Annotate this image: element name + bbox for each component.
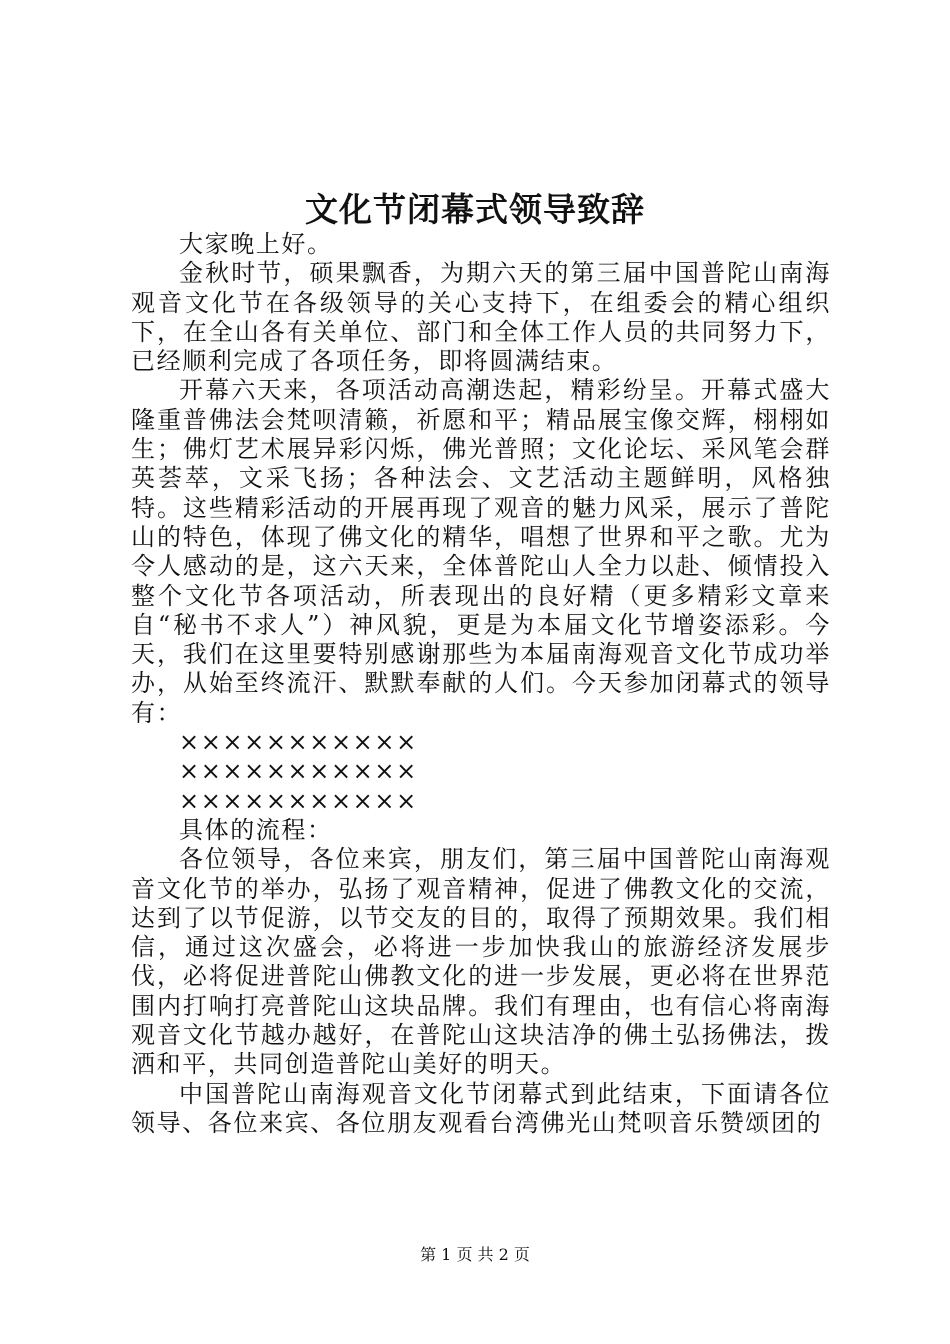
- paragraph-intro: 金秋时节，硕果飘香，为期六天的第三届中国普陀山南海观音文化节在各级领导的关心支持下，在组委会的精心组织下，在全山各有关单位、部门和全体工作人员的共同努力下，已经顺利完成了各项任务，即将圆满结束。: [131, 259, 831, 376]
- paragraph-procedure-label: 具体的流程：: [179, 815, 333, 844]
- document-body: [131, 230, 831, 1138]
- document-title: 文化节闭幕式领导致辞: [305, 190, 645, 229]
- paragraph-closing: 中国普陀山南海观音文化节闭幕式到此结束，下面请各位领导、各位来宾、各位朋友观看台湾佛光山梵呗音乐赞颂团的: [131, 1079, 831, 1137]
- paragraph-leader-placeholder-1: ×××××××××××: [179, 728, 418, 757]
- paragraph-greeting: 大家晚上好。: [179, 230, 333, 258]
- page-footer: 第 1 页 共 2 页: [420, 1245, 530, 1264]
- paragraph-summary: 各位领导，各位来宾，朋友们，第三届中国普陀山南海观音文化节的举办，弘扬了观音精神，促进了佛教文化的交流，达到了以节促游，以节交友的目的，取得了预期效果。我们相信，通过这次盛会，必将进一步加快我山的旅游经济发展步伐，必将促进普陀山佛教文化的进一步发展，更必将在世界范围内打响打亮普陀山这块品牌。我们有理由，也有信心将南海观音文化节越办越好，在普陀山这块洁净的佛土弘扬佛法，拨洒和平，共同创造普陀山美好的明天。: [131, 845, 831, 1079]
- paragraph-leader-placeholder-2: ×××××××××××: [179, 757, 418, 786]
- paragraph-leader-placeholder-3: ×××××××××××: [179, 786, 418, 815]
- paragraph-activities: 开幕六天来，各项活动高潮迭起，精彩纷呈。开幕式盛大隆重普佛法会梵呗清籁，祈愿和平；精品展宝像交辉，栩栩如生；佛灯艺术展异彩闪烁，佛光普照；文化论坛、采风笔会群英荟萃，文采飞扬；各种法会、文艺活动主题鲜明，风格独特。这些精彩活动的开展再现了观音的魅力风采，展示了普陀山的特色，体现了佛文化的精华，唱想了世界和平之歌。尤为令人感动的是，这六天来，全体普陀山人全力以赴、倾情投入整个文化节各项活动，所表现出的良好精（更多精彩文章来自“秘书不求人”）神风貌，更是为本届文化节增姿添彩。今天，我们在这里要特别感谢那些为本届南海观音文化节成功举办，从始至终流汗、默默奉献的人们。今天参加闭幕式的领导有：: [131, 376, 831, 727]
